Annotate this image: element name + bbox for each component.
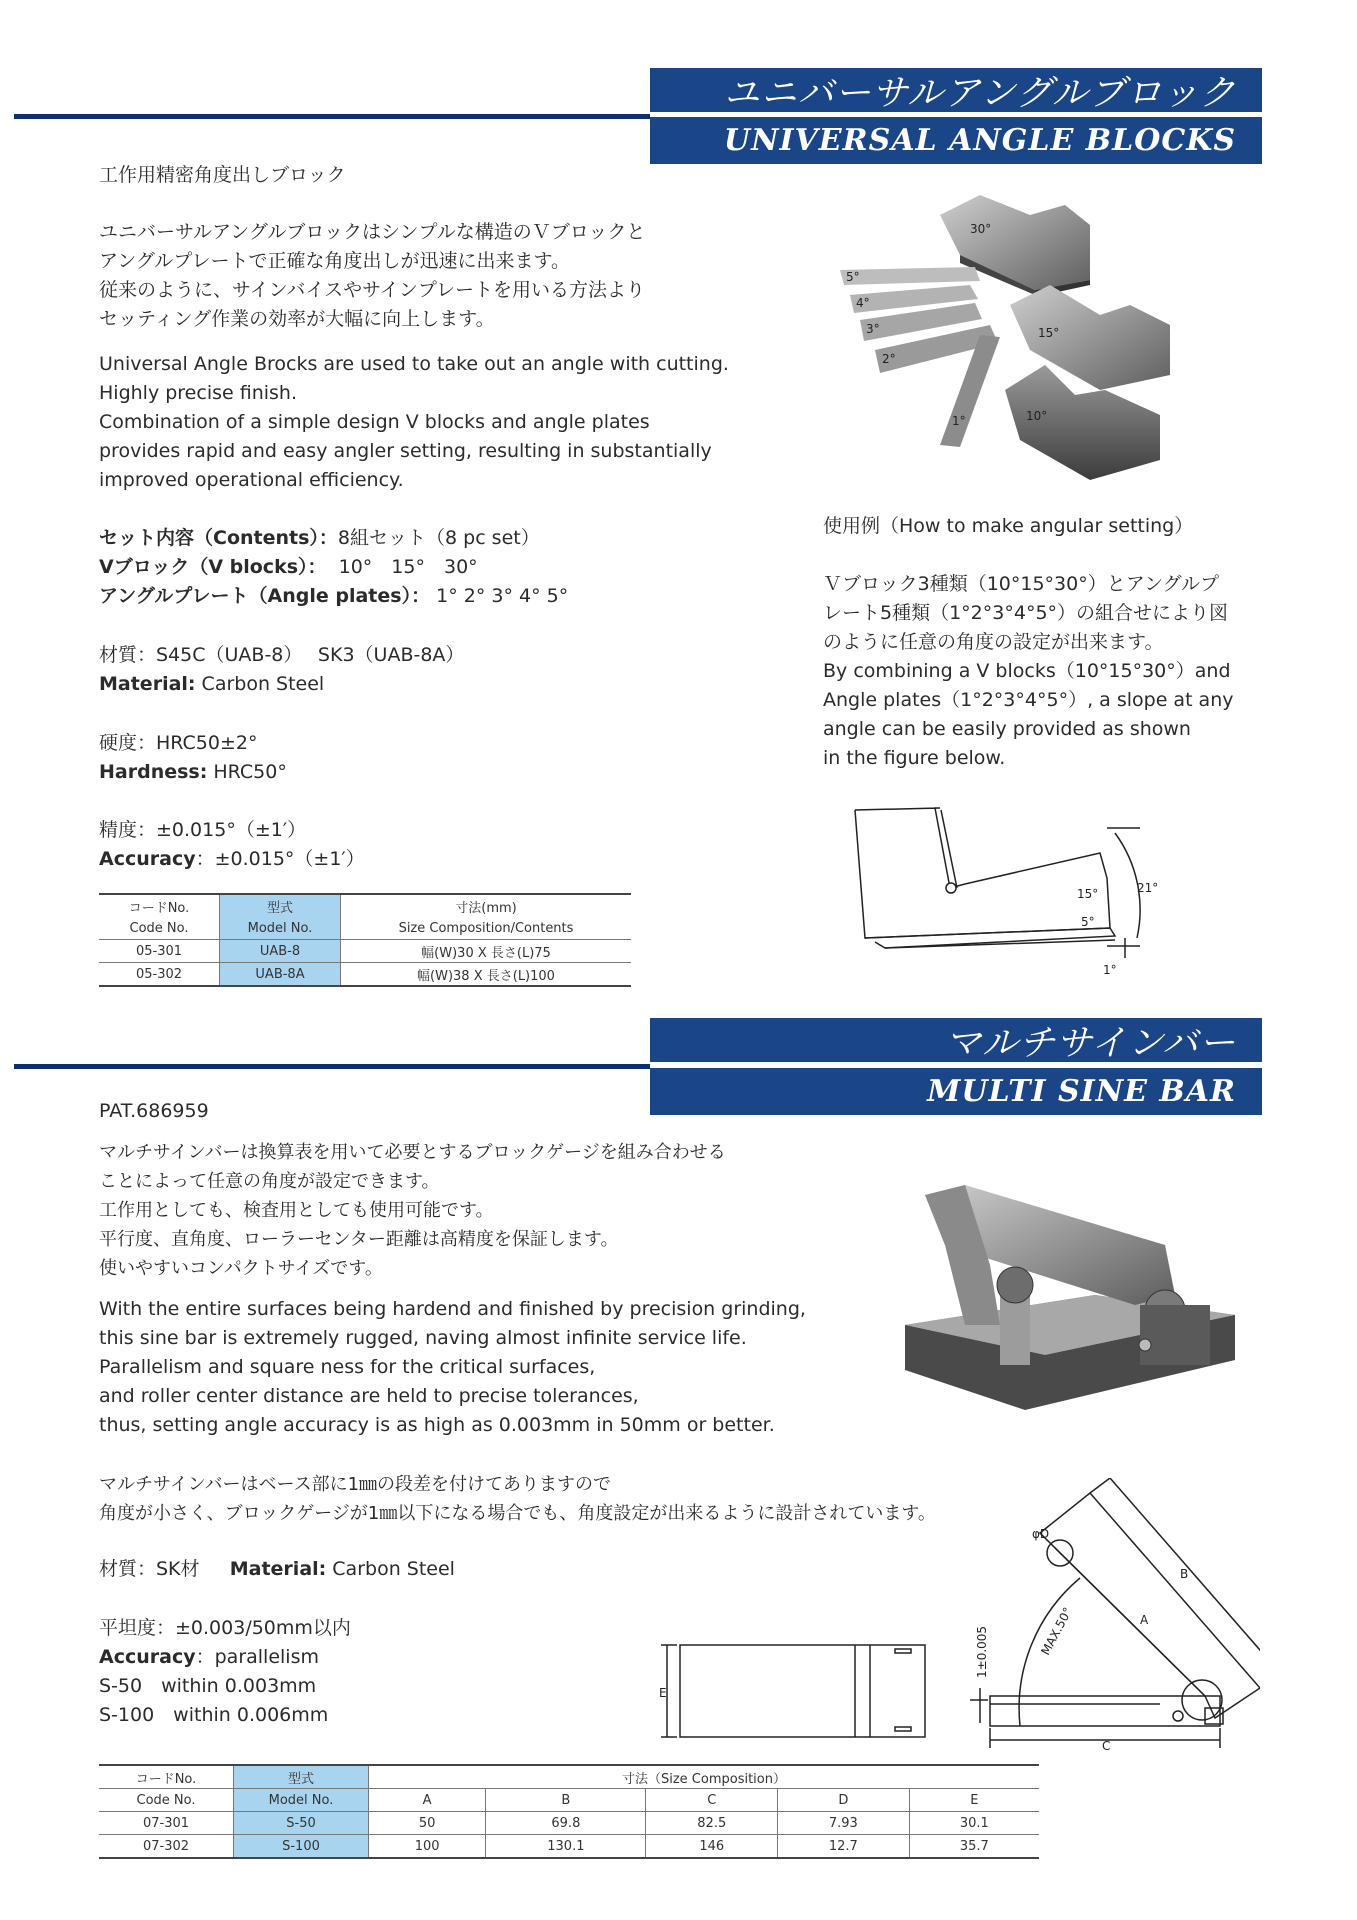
desc-en-line: With the entire surfaces being hardend and finished by precision grinding,	[99, 1298, 806, 1320]
section1-desc-jp	[99, 218, 645, 334]
p3-label: 3°	[866, 322, 880, 336]
p4-label: 4°	[856, 296, 870, 310]
table-row	[99, 1812, 1039, 1835]
th-code-jp: コードNo.	[99, 1765, 234, 1789]
th-size: 寸法（Size Composition）	[369, 1765, 1040, 1789]
sine-bar-top-view	[655, 1635, 935, 1747]
hardness-en-value: HRC50°	[207, 761, 287, 783]
table-row	[99, 940, 631, 963]
section2-title-en-band	[650, 1068, 1262, 1115]
desc-jp-line: マルチサインバーは換算表を用いて必要とするブロックゲージを組み合わせる	[99, 1142, 726, 1163]
cell-e: 30.1	[909, 1812, 1039, 1835]
v30-label: 30°	[970, 222, 992, 236]
desc-en-line: Combination of a simple design V blocks and angle plates	[99, 411, 650, 433]
th-code-en: Code No.	[99, 917, 220, 940]
section1-material	[99, 641, 464, 699]
usage-jp-line: Ｖブロック3種類（10°15°30°）とアングルプ	[823, 573, 1220, 595]
section1-title-en-band	[650, 117, 1262, 164]
cell-model: S-50	[234, 1812, 369, 1835]
s100-spec: S-100 within 0.006mm	[99, 1704, 329, 1726]
dim-a-label: A	[1140, 1613, 1149, 1627]
desc-en-line: Highly precise finish.	[99, 382, 297, 404]
angle-plates	[840, 267, 1000, 447]
angular-setting-diagram	[845, 798, 1235, 978]
section2-material	[99, 1555, 455, 1584]
section1-title-jp: ユニバーサルアングルブロック	[723, 72, 1236, 114]
cell-code: 05-302	[99, 963, 220, 987]
hardness-en-label: Hardness:	[99, 761, 208, 783]
material-jp: 材質：SK材	[99, 1558, 200, 1580]
cell-a: 100	[369, 1835, 486, 1859]
contents-plate-label: アングルプレート（Angle plates）：	[99, 585, 431, 607]
dim-d-label: φD	[1032, 1527, 1050, 1541]
p1-label: 1°	[952, 414, 966, 428]
table-header-row	[99, 1765, 1039, 1789]
section1-rule	[14, 114, 650, 119]
cell-d: 12.7	[778, 1835, 910, 1859]
cell-b: 130.1	[486, 1835, 646, 1859]
p2-label: 2°	[882, 352, 896, 366]
section2-rule	[14, 1064, 650, 1069]
desc-jp-line: ユニバーサルアングルブロックはシンプルな構造のＶブロックと	[99, 221, 646, 243]
flatness-text: 平坦度：±0.003/50mm以内	[99, 1617, 351, 1639]
desc-en-line: Universal Angle Brocks are used to take out an angle with cutting.	[99, 353, 729, 375]
cell-code: 07-302	[99, 1835, 234, 1859]
material-en-label: Material:	[99, 673, 196, 695]
section1-title-en: UNIVERSAL ANGLE BLOCKS	[723, 123, 1236, 158]
desc-jp-line: 使いやすいコンパクトサイズです。	[99, 1258, 383, 1279]
contents-plate-value: 1° 2° 3° 4° 5°	[436, 585, 569, 607]
th-col: C	[646, 1789, 778, 1812]
angle21-label: 21°	[1137, 881, 1159, 895]
cell-c: 146	[646, 1835, 778, 1859]
angle-blocks-photo	[830, 185, 1230, 495]
table-header-row	[99, 1789, 1039, 1812]
desc-en-line: Parallelism and square ness for the critical surfaces,	[99, 1356, 596, 1378]
desc-jp-line: 平行度、直角度、ローラーセンター距離は高精度を保証します。	[99, 1229, 619, 1250]
th-col: B	[486, 1789, 646, 1812]
v-block-30	[940, 195, 1090, 297]
usage-text	[823, 570, 1234, 773]
desc-jp-line: 従来のように、サインバイスやサインプレートを用いる方法より	[99, 279, 646, 301]
dim-b-label: B	[1180, 1567, 1189, 1581]
accuracy-label: Accuracy	[99, 1646, 196, 1668]
table-header-row	[99, 894, 631, 917]
accuracy-value: ：parallelism	[195, 1646, 319, 1668]
th-model-en: Model No.	[234, 1789, 369, 1812]
desc-jp-line: ことによって任意の角度が設定できます。	[99, 1171, 440, 1192]
desc-jp-line: セッティング作業の効率が大幅に向上します。	[99, 308, 495, 330]
v15-label: 15°	[1038, 326, 1060, 340]
angle5-label: 5°	[1081, 915, 1095, 929]
th-col: E	[909, 1789, 1039, 1812]
dim-max-label: MAX.50°	[1038, 1605, 1076, 1658]
th-col: A	[369, 1789, 486, 1812]
cell-model: UAB-8	[220, 940, 341, 963]
material-en-value: Carbon Steel	[326, 1558, 455, 1580]
desc-en-line: provides rapid and easy angler setting, resulting in substantially	[99, 440, 712, 462]
s50-spec: S-50 within 0.003mm	[99, 1675, 317, 1697]
cell-b: 69.8	[486, 1812, 646, 1835]
cell-size: 幅(W)30 X 長さ(L)75	[341, 940, 632, 963]
angle1-label: 1°	[1103, 963, 1117, 977]
usage-en-line: in the figure below.	[823, 747, 1006, 769]
th-col: D	[778, 1789, 910, 1812]
usage-en-line: By combining a V blocks（10°15°30°）and	[823, 660, 1231, 682]
cell-code: 05-301	[99, 940, 220, 963]
contents-vblock-value: 10° 15° 30°	[338, 556, 478, 578]
section2-desc-en	[99, 1295, 806, 1440]
cell-c: 82.5	[646, 1812, 778, 1835]
usage-en-line: Angle plates（1°2°3°4°5°）, a slope at any	[823, 689, 1234, 711]
usage-en-line: angle can be easily provided as shown	[823, 718, 1191, 740]
cell-code: 07-301	[99, 1812, 234, 1835]
th-model-jp: 型式	[220, 894, 341, 917]
th-size-jp: 寸法(mm)	[341, 894, 632, 917]
material-en-label: Material:	[229, 1558, 327, 1580]
table-row	[99, 1835, 1039, 1859]
table-row	[99, 963, 631, 987]
desc-jp-line: アングルプレートで正確な角度出しが迅速に出来ます。	[99, 250, 571, 272]
section2-spec-table	[99, 1764, 1039, 1859]
section1-accuracy	[99, 816, 365, 874]
hardness-jp: 硬度：HRC50±2°	[99, 732, 258, 754]
section2-desc-jp	[99, 1138, 726, 1283]
contents-vblock-label: Vブロック（V blocks）：	[99, 556, 327, 578]
accuracy-en-value: ：±0.015°（±1′）	[195, 848, 365, 870]
dim-c-label: C	[1102, 1739, 1111, 1753]
accuracy-en-label: Accuracy	[99, 848, 196, 870]
cell-model: UAB-8A	[220, 963, 341, 987]
cell-size: 幅(W)38 X 長さ(L)100	[341, 963, 632, 987]
th-code-jp: コードNo.	[99, 894, 220, 917]
section2-title-en: MULTI SINE BAR	[927, 1074, 1236, 1109]
usage-jp-line: のように任意の角度の設定が出来ます。	[823, 631, 1164, 653]
desc-en-line: this sine bar is extremely rugged, naving almost infinite service life.	[99, 1327, 747, 1349]
patent-number: PAT.686959	[99, 1100, 209, 1122]
v-block-10	[1005, 365, 1160, 480]
step-note-line: 角度が小さく、ブロックゲージが1㎜以下になる場合でも、角度設定が出来るように設計されています。	[99, 1503, 936, 1524]
contents-set-value: 8組セット（8 pc set）	[337, 527, 540, 549]
cell-model: S-100	[234, 1835, 369, 1859]
cell-a: 50	[369, 1812, 486, 1835]
material-jp: 材質：S45C（UAB-8） SK3（UAB-8A）	[99, 644, 465, 666]
accuracy-jp: 精度：±0.015°（±1′）	[99, 819, 307, 841]
usage-title: 使用例（How to make angular setting）	[823, 515, 1194, 537]
desc-en-line: thus, setting angle accuracy is as high as 0.003mm in 50mm or better.	[99, 1414, 775, 1436]
v10-label: 10°	[1026, 409, 1048, 423]
sine-bar-side-view	[960, 1478, 1260, 1758]
angle15-label: 15°	[1077, 887, 1099, 901]
step-note	[99, 1470, 936, 1528]
p5-label: 5°	[846, 270, 860, 284]
table-header-row	[99, 917, 631, 940]
section2-title-jp: マルチサインバー	[945, 1022, 1236, 1064]
th-code-en: Code No.	[99, 1789, 234, 1812]
section1-title-jp-band	[650, 68, 1262, 112]
section1-desc-en	[99, 350, 729, 495]
th-size-en: Size Composition/Contents	[341, 917, 632, 940]
cell-e: 35.7	[909, 1835, 1039, 1859]
step-note-line: マルチサインバーはベース部に1㎜の段差を付けてありますので	[99, 1474, 612, 1495]
th-model-en: Model No.	[220, 917, 341, 940]
usage-jp-line: レート5種類（1°2°3°4°5°）の組合せにより図	[823, 602, 1229, 624]
section1-spec-table	[99, 893, 631, 987]
section1-hardness	[99, 729, 287, 787]
flatness	[99, 1614, 351, 1643]
desc-en-line: improved operational efficiency.	[99, 469, 404, 491]
section2-accuracy	[99, 1614, 351, 1730]
dim-tol-label: 1±0.005	[975, 1625, 989, 1678]
sine-bar-photo	[905, 1185, 1235, 1415]
cell-d: 7.93	[778, 1812, 910, 1835]
desc-jp-line: 工作用としても、検査用としても使用可能です。	[99, 1200, 494, 1221]
th-model-jp: 型式	[234, 1765, 369, 1789]
dim-e-label: E	[659, 1686, 667, 1700]
desc-en-line: and roller center distance are held to precise tolerances,	[99, 1385, 639, 1407]
contents-set-label: セット内容（Contents）：	[99, 527, 338, 549]
section2-title-jp-band	[650, 1018, 1262, 1062]
section1-subtitle: 工作用精密角度出しブロック	[99, 164, 346, 186]
material-en-value: Carbon Steel	[195, 673, 325, 695]
section1-contents	[99, 524, 568, 611]
